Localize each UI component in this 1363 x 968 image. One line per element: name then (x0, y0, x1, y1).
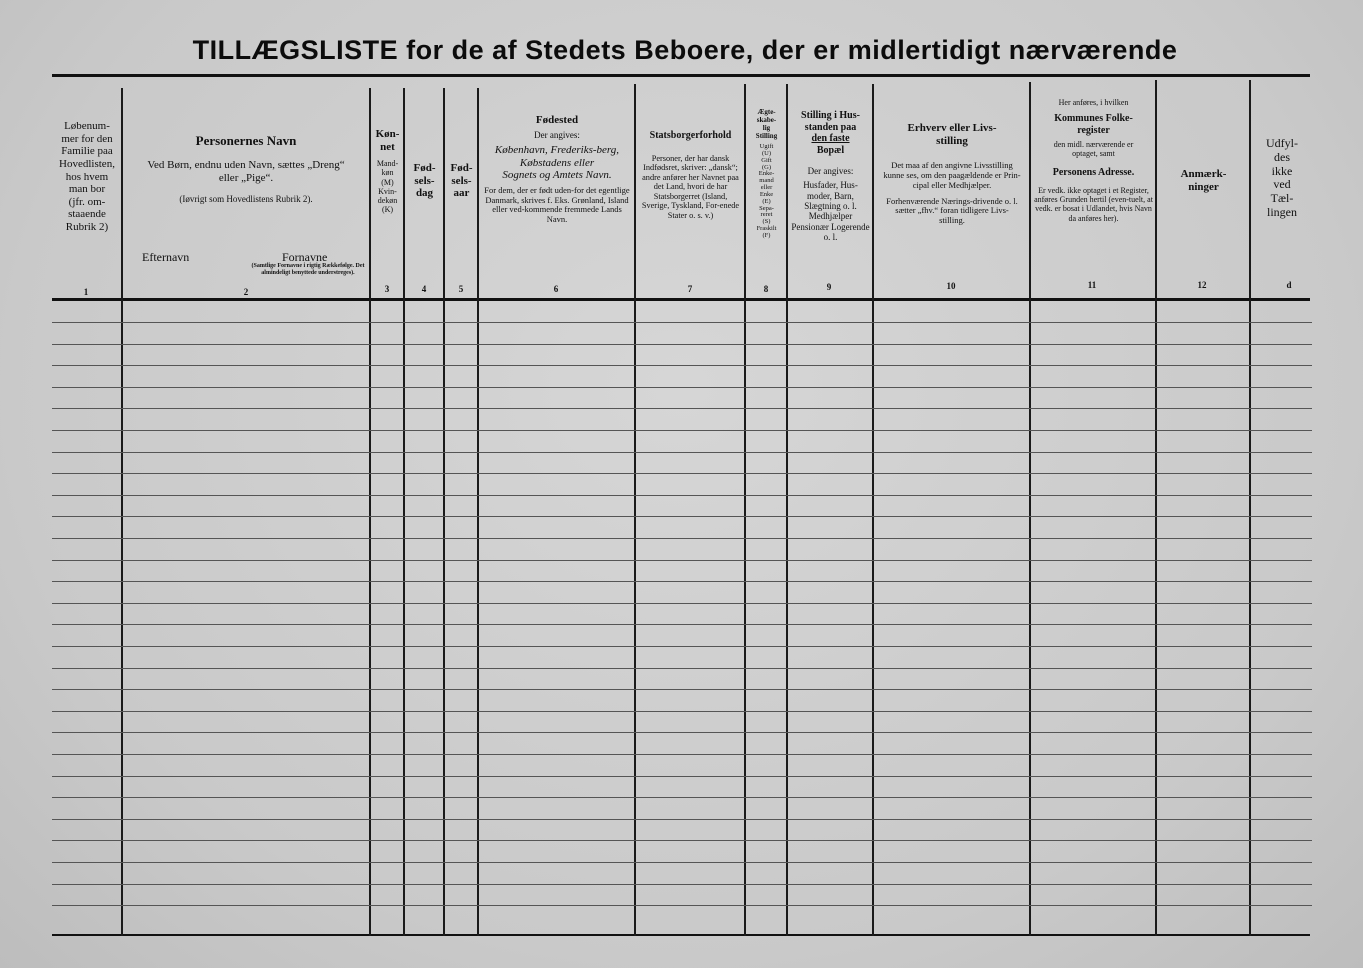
col8-line: skabe- (756, 116, 777, 125)
cold-line: Udfyl- (1266, 137, 1298, 150)
form-title: TILLÆGSLISTE for de af Stedets Beboere, der er midlertidigt nærværende (192, 34, 1178, 65)
row-rule (52, 473, 1312, 474)
col11-mid: den midl. nærværende er optaget, samt (1053, 140, 1134, 159)
column-12-header (1157, 168, 1250, 208)
col6-body: For dem, der er født uden-for det egentlige Danmark, skrives f. Eks. Grønland, Island eller ved-kommende fremmede Lands Navn. (484, 184, 630, 225)
col3-sub: køn (381, 168, 394, 178)
row-rule (52, 430, 1312, 431)
row-rule (52, 732, 1312, 733)
column-number: 9 (826, 282, 832, 292)
col9-line: Stilling i Hus- (801, 110, 860, 121)
col10-body: Det maa af den angivne Livsstilling kunne ses, om den paagældende er Prin-cipal eller Medhjælper. (883, 160, 1021, 190)
col11-body: Er vedk. ikke optaget i et Register, anføres Grunden hertil (even-tuelt, at vedk. er bosat i Udlandet, hvis Navn da anføres her). (1034, 186, 1153, 223)
column-9-header (788, 110, 873, 270)
row-rule (52, 344, 1312, 345)
col4-line: dag (415, 187, 434, 200)
row-rule (52, 387, 1312, 388)
col9-line: den faste (811, 133, 850, 144)
col7-heading: Statsborgerforhold (649, 130, 732, 141)
col7-body: Personer, der har dansk Indfødsret, skriver: „dansk“; andre anfører her Navnet paa det Land, hvori de har Statsborgerret (Island, Sverige, Tyskland, For-enede Stater o. s. v.) (641, 153, 740, 220)
col9-body: Husfader, Hus-moder, Barn, Slægtning o. l. Medhjælper Pensionær Logerende o. l. (791, 180, 870, 243)
col12-line: Anmærk- (1180, 168, 1227, 180)
col11-pre: Her anføres, i hvilken (1058, 98, 1129, 107)
col8-sub: Enke (759, 190, 774, 198)
col1-line: Rubrik 2) (65, 221, 109, 234)
col8-sub: (S) (762, 218, 771, 226)
col9-line: standen paa (804, 121, 857, 133)
col6-heading: Fødested (535, 114, 579, 126)
col3-sub: dekøn (377, 196, 398, 206)
row-rule (52, 668, 1312, 669)
column-8-header (746, 108, 787, 273)
col1-line: Familie paa (61, 145, 113, 158)
row-rule (52, 819, 1312, 820)
col8-sub: Gift (761, 156, 772, 164)
col2-note: Ved Børn, endnu uden Navn, sættes „Dreng“ eller „Pige“. (147, 158, 345, 184)
col1-line: Hovedlisten, (59, 157, 115, 170)
column-6-header (479, 114, 635, 264)
col5-line: sels- (451, 174, 472, 187)
column-number: d (1286, 280, 1292, 290)
column-number: 10 (946, 281, 956, 291)
row-rule (52, 754, 1312, 755)
column-4-header (405, 162, 444, 212)
col2-heading: Personernes Navn (195, 134, 297, 148)
column-number: 4 (421, 284, 427, 294)
col2-left-label: Efternavn (142, 250, 190, 264)
col3-sub: Kvin- (378, 186, 397, 196)
col6-sub: Der angives: (534, 129, 580, 140)
column-number: 1 (83, 287, 89, 297)
column-d-header (1251, 137, 1313, 237)
col10-heading: Erhverv eller Livs-stilling (907, 122, 997, 147)
top-rule (52, 74, 1310, 77)
col6-italic: København, Frederiks-berg, Købstadens eller (494, 143, 620, 169)
cold-line: des (1274, 149, 1290, 164)
row-rule (52, 538, 1312, 539)
row-rule (52, 365, 1312, 366)
column-7-header (636, 130, 745, 250)
row-rule (52, 776, 1312, 777)
column-2-header (124, 134, 368, 214)
col5-line: Fød- (450, 162, 473, 174)
row-rule (52, 862, 1312, 863)
row-rule (52, 646, 1312, 647)
col8-sub: Fraskilt (756, 224, 777, 232)
cold-line: lingen (1267, 204, 1297, 219)
cold-line: ikke (1271, 163, 1293, 178)
col8-sub: eller (760, 184, 773, 192)
col3-sub: (K) (381, 205, 394, 215)
column-number: 12 (1197, 280, 1207, 290)
col1-line: hos hvem (65, 170, 109, 183)
col8-sub: (F) (762, 231, 771, 239)
col3-line: Køn- (375, 128, 400, 140)
column-3-header (371, 128, 404, 258)
row-rule (52, 603, 1312, 604)
column-number: 7 (687, 284, 693, 294)
row-rule (52, 322, 1312, 323)
col10-body2: Forhenværende Nærings-drivende o. l. sætter „fhv.“ foran tidligere Livs-stilling. (886, 195, 1018, 226)
column-5-header (445, 162, 478, 212)
row-rule (52, 560, 1312, 561)
column-number: 11 (1087, 280, 1097, 290)
row-rule (52, 905, 1312, 906)
row-rule (52, 495, 1312, 496)
col8-line: Ægte- (757, 108, 776, 116)
col3-sub: Mand- (376, 159, 399, 169)
col3-sub: (M) (381, 177, 394, 187)
col1-line: man bor (68, 183, 106, 196)
col2-fine-print: (Samtlige Fornavne i rigtig Rækkefølge. Det almindeligt benyttede understreges). (251, 263, 365, 276)
col8-line: Stilling (755, 132, 778, 141)
col11-heading: Kommunes Folke-register (1054, 113, 1133, 136)
column-1-header (52, 120, 122, 270)
bottom-rule (52, 934, 1310, 936)
column-10-header (874, 122, 1030, 262)
col8-sub: (G) (761, 163, 772, 171)
col-divider (443, 88, 445, 936)
col2-right-label: Fornavne (282, 250, 328, 264)
col8-sub: Ugift (759, 143, 774, 151)
row-rule (52, 840, 1312, 841)
column-number: 3 (384, 284, 390, 294)
column-number: 2 (243, 287, 249, 297)
row-rule (52, 797, 1312, 798)
cold-line: ved (1273, 177, 1291, 192)
row-rule (52, 408, 1312, 409)
column-number: 5 (458, 284, 464, 294)
row-rule (52, 711, 1312, 712)
cold-line: Tæl- (1270, 191, 1294, 206)
col9-line: Bopæl (816, 144, 845, 156)
row-rule (52, 516, 1312, 517)
row-rule (52, 624, 1312, 625)
col8-sub: mand (759, 177, 774, 185)
col8-sub: (U) (761, 150, 772, 157)
col11-heading2: Personens Adresse. (1052, 166, 1135, 178)
col8-line: lig (762, 124, 771, 133)
col1-line: Løbenum- (64, 120, 110, 132)
col2-sub: (Iøvrigt som Hovedlistens Rubrik 2). (179, 194, 313, 205)
col4-line: Fød- (413, 162, 436, 174)
col1-line: (jfr. om- (68, 195, 106, 208)
col8-sub: Enke- (758, 170, 775, 178)
col8-sub: Sepa- (759, 204, 774, 212)
header-rule (52, 298, 1310, 301)
column-number: 6 (553, 284, 559, 294)
row-rule (52, 452, 1312, 453)
col1-line: staaende (68, 208, 106, 221)
col9-sub: Der angives: (807, 166, 854, 176)
col5-line: aar (453, 187, 470, 200)
col8-sub: reret (760, 211, 773, 219)
row-rule (52, 581, 1312, 582)
column-number: 8 (763, 284, 769, 294)
col8-sub: (E) (762, 197, 771, 205)
col1-line: mer for den (61, 132, 113, 145)
col3-line: net (380, 140, 395, 153)
col12-line: ninger (1188, 180, 1219, 193)
row-rule (52, 884, 1312, 885)
col6-italic2: Sognets og Amtets Navn. (502, 169, 612, 182)
col4-line: sels- (414, 174, 435, 187)
column-11-header (1031, 98, 1156, 273)
row-rule (52, 689, 1312, 690)
